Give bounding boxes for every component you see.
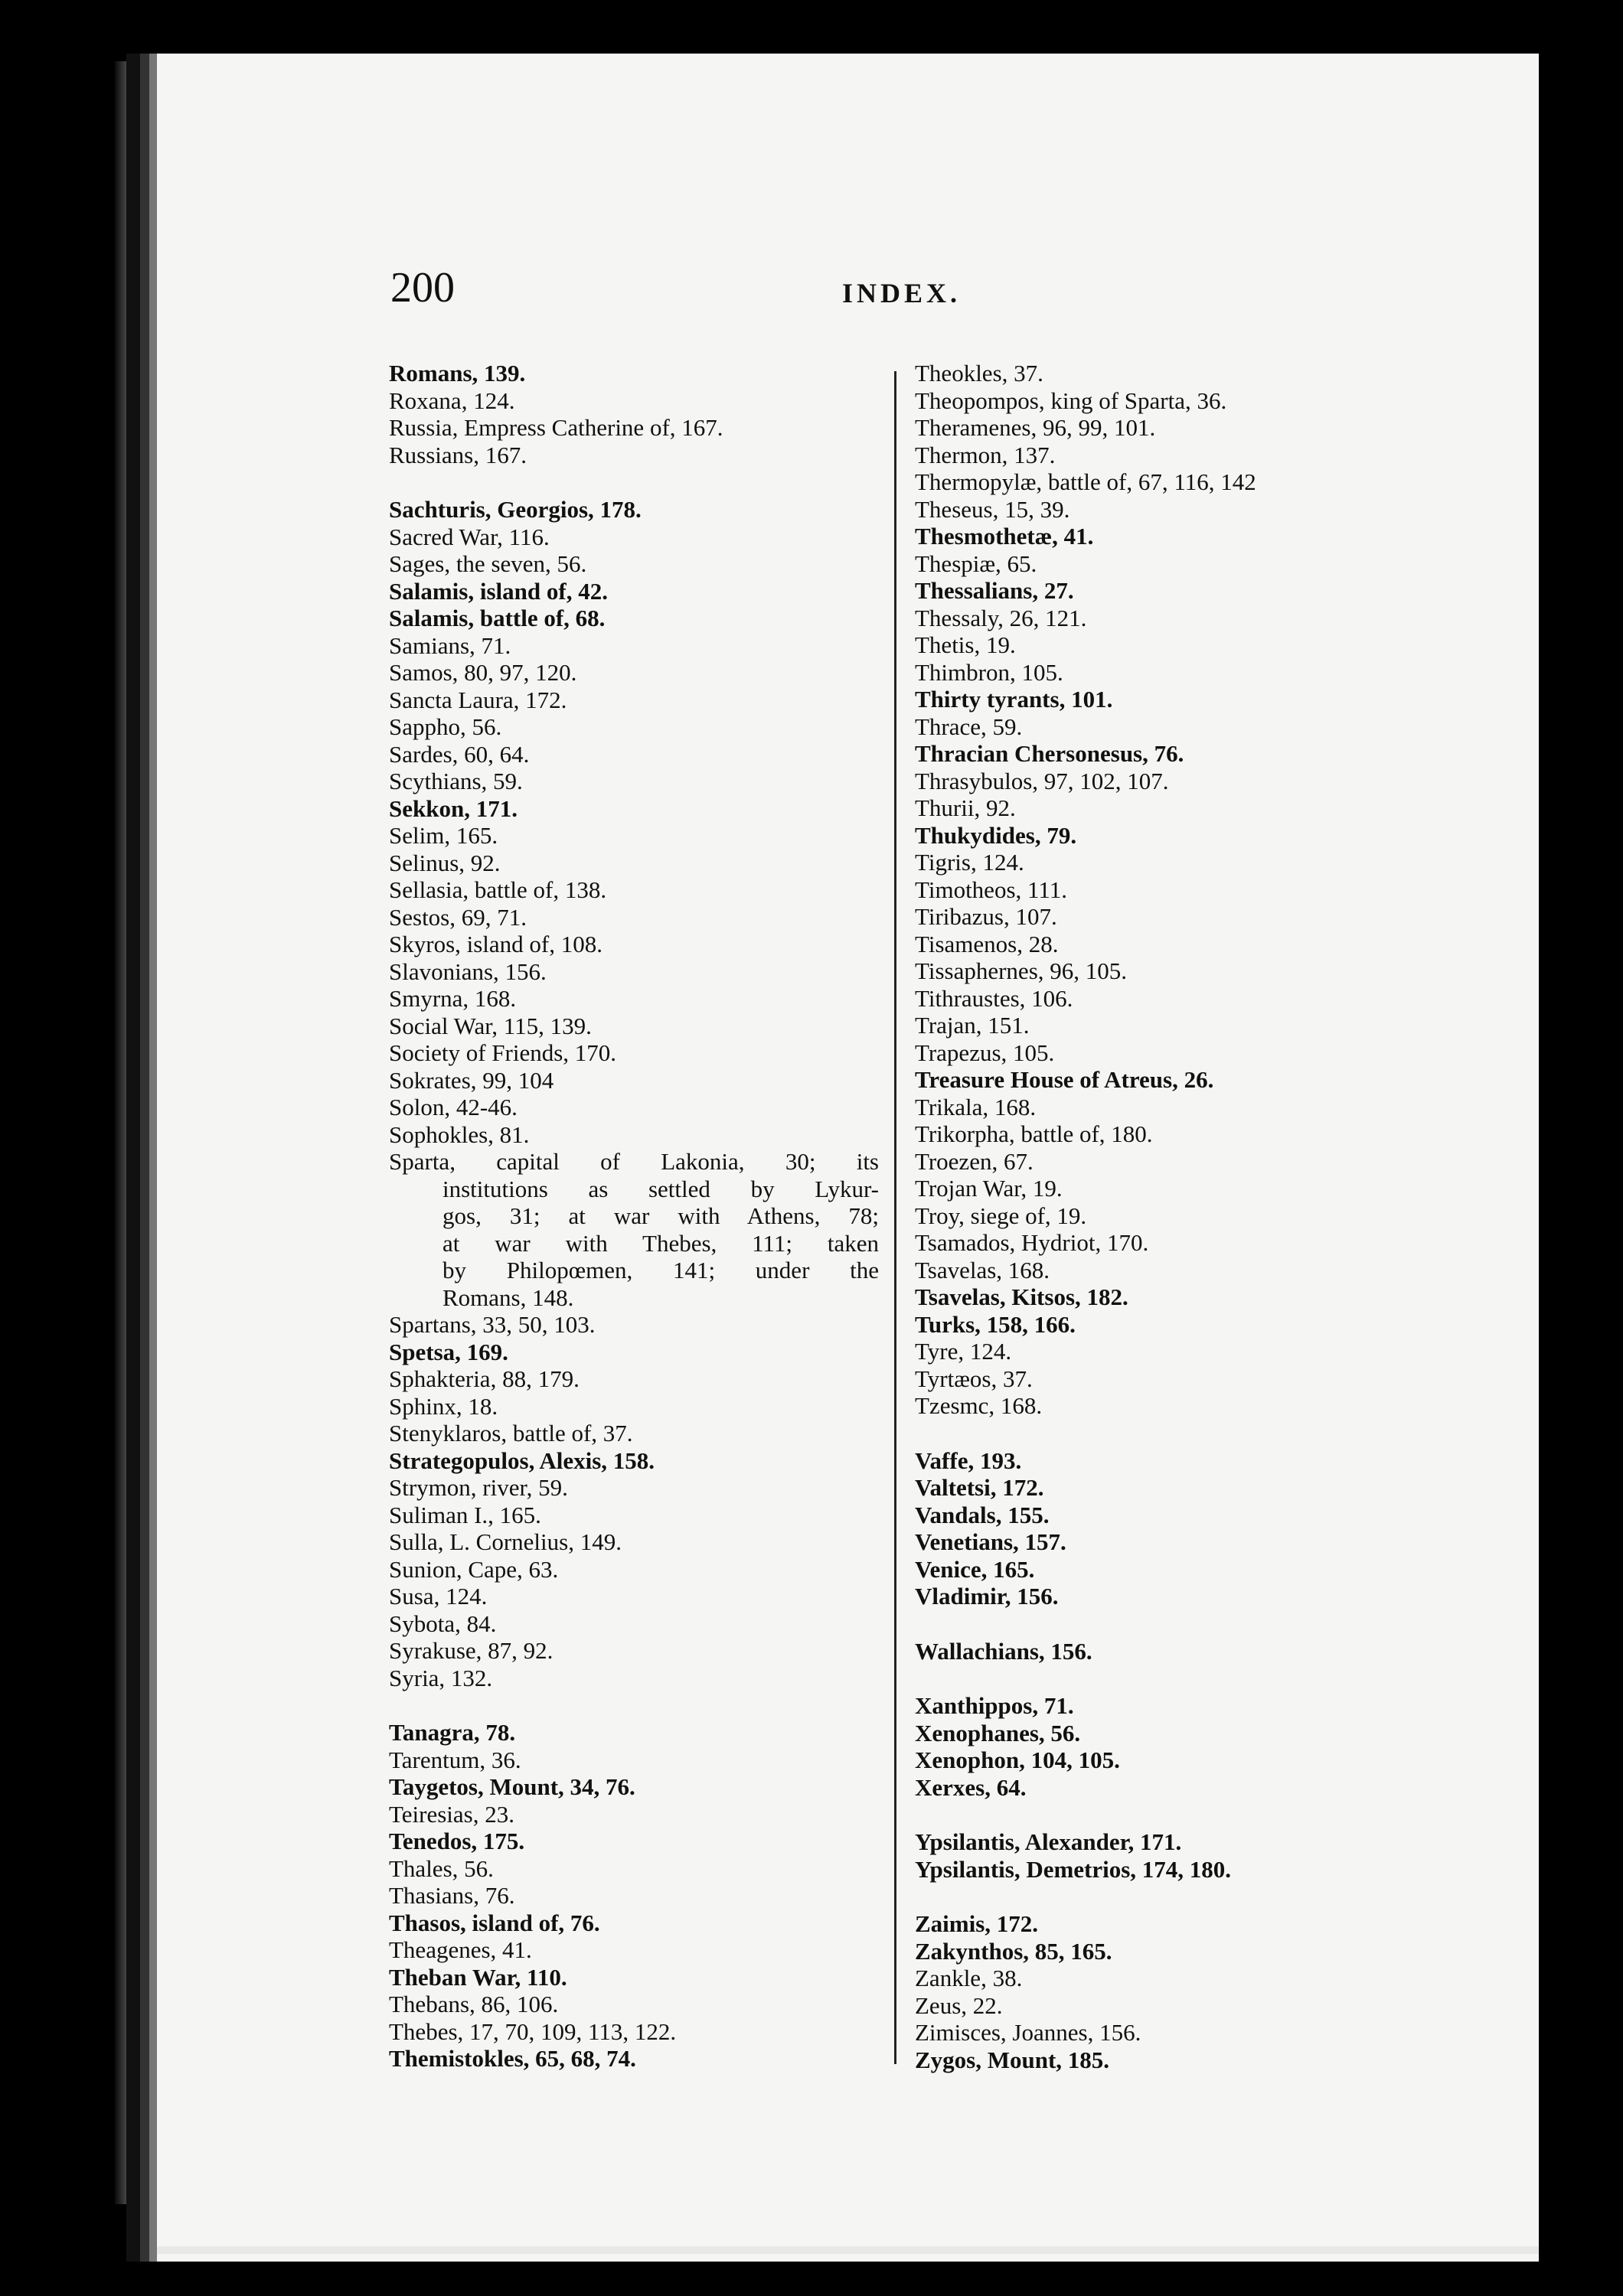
index-entry: Thirty tyrants, 101. bbox=[915, 686, 1113, 713]
index-entry: Zimisces, Joannes, 156. bbox=[915, 2019, 1141, 2046]
index-entry: Tyre, 124. bbox=[915, 1338, 1012, 1365]
index-entry: Zygos, Mount, 185. bbox=[915, 2046, 1110, 2073]
index-entry: Stenyklaros, battle of, 37. bbox=[389, 1420, 633, 1446]
index-entry: Strymon, river, 59. bbox=[389, 1474, 568, 1501]
index-entry: Theokles, 37. bbox=[915, 360, 1043, 386]
index-entry: Trojan War, 19. bbox=[915, 1175, 1063, 1202]
index-entry: Salamis, battle of, 68. bbox=[389, 605, 606, 631]
index-entry: Tenedos, 175. bbox=[389, 1828, 525, 1854]
index-entry-continuation: institutions as settled by Lykur- bbox=[442, 1175, 879, 1202]
index-entry: Thurii, 92. bbox=[915, 794, 1016, 821]
index-entry: Vandals, 155. bbox=[915, 1501, 1050, 1528]
index-entry: Thespiæ, 65. bbox=[915, 550, 1037, 577]
index-entry: Thermon, 137. bbox=[915, 441, 1056, 468]
index-entry: Taygetos, Mount, 34, 76. bbox=[389, 1773, 635, 1800]
index-entry: Timotheos, 111. bbox=[915, 876, 1067, 903]
index-entry: Thimbron, 105. bbox=[915, 658, 1063, 686]
index-entry: Thessalians, 27. bbox=[915, 577, 1074, 604]
index-entry: Sestos, 69, 71. bbox=[389, 903, 527, 931]
section-gap bbox=[915, 1665, 1390, 1692]
index-entry: Thrace, 59. bbox=[915, 713, 1023, 740]
index-entry: Xerxes, 64. bbox=[915, 1773, 1027, 1801]
index-entry: Tsavelas, 168. bbox=[915, 1256, 1050, 1283]
index-entry: Tigris, 124. bbox=[915, 849, 1024, 876]
index-entry: Sellasia, battle of, 138. bbox=[389, 876, 607, 903]
index-entry: Spetsa, 169. bbox=[389, 1338, 508, 1365]
index-entry: Sacred War, 116. bbox=[389, 523, 550, 550]
index-entry: Zankle, 38. bbox=[915, 1965, 1023, 1991]
index-entry: Tsavelas, Kitsos, 182. bbox=[915, 1283, 1128, 1310]
index-entry: Venetians, 157. bbox=[915, 1528, 1066, 1555]
index-entry: Trapezus, 105. bbox=[915, 1039, 1055, 1066]
index-entry: Strategopulos, Alexis, 158. bbox=[389, 1446, 655, 1474]
index-entry: Valtetsi, 172. bbox=[915, 1474, 1044, 1501]
index-entry: Tarentum, 36. bbox=[389, 1746, 521, 1773]
index-column-left bbox=[389, 360, 879, 2073]
index-entry: Syria, 132. bbox=[389, 1664, 493, 1691]
index-entry-continuation: Romans, 148. bbox=[442, 1283, 574, 1311]
index-entry: Theopompos, king of Sparta, 36. bbox=[915, 386, 1227, 414]
index-entry: Xenophanes, 56. bbox=[915, 1719, 1081, 1746]
index-entry: Thebans, 86, 106. bbox=[389, 1991, 559, 2017]
index-entry: Trikala, 168. bbox=[915, 1093, 1037, 1120]
index-entry: Thermopylæ, battle of, 67, 116, 142 bbox=[915, 468, 1256, 495]
index-entry: Zaimis, 172. bbox=[915, 1910, 1039, 1937]
index-entry: Troezen, 67. bbox=[915, 1147, 1034, 1175]
index-entry: Tithraustes, 106. bbox=[915, 984, 1073, 1012]
index-entry: Tisamenos, 28. bbox=[915, 930, 1059, 957]
index-entry: Troy, siege of, 19. bbox=[915, 1202, 1087, 1229]
index-entry: Treasure House of Atreus, 26. bbox=[915, 1066, 1214, 1093]
index-entry: Vaffe, 193. bbox=[915, 1446, 1022, 1474]
index-entry: Thasians, 76. bbox=[389, 1882, 515, 1909]
book-spine bbox=[115, 61, 145, 2204]
index-entry: Sybota, 84. bbox=[389, 1609, 497, 1637]
index-entry: Xenophon, 104, 105. bbox=[915, 1746, 1120, 1773]
index-entry: Russia, Empress Catherine of, 167. bbox=[389, 414, 723, 441]
index-entry: Wallachians, 156. bbox=[915, 1637, 1092, 1665]
index-entry: Sardes, 60, 64. bbox=[389, 740, 530, 768]
section-gap bbox=[915, 1801, 1390, 1828]
index-entry: Themistokles, 65, 68, 74. bbox=[389, 2045, 636, 2072]
index-entry: Thetis, 19. bbox=[915, 631, 1016, 658]
page-bottom-edge bbox=[157, 2246, 1539, 2254]
index-entry: Tzesmc, 168. bbox=[915, 1392, 1043, 1419]
index-entry: Sphakteria, 88, 179. bbox=[389, 1365, 580, 1392]
section-gap bbox=[915, 1420, 1390, 1447]
index-entry: Salamis, island of, 42. bbox=[389, 577, 608, 605]
index-entry: Ypsilantis, Alexander, 171. bbox=[915, 1828, 1182, 1855]
index-entry: Skyros, island of, 108. bbox=[389, 931, 603, 957]
index-entry: Thesmothetæ, 41. bbox=[915, 523, 1094, 550]
index-entry: Sappho, 56. bbox=[389, 713, 502, 740]
index-entry: Ypsilantis, Demetrios, 174, 180. bbox=[915, 1855, 1232, 1883]
index-entry: Tiribazus, 107. bbox=[915, 903, 1057, 930]
index-entry: Romans, 139. bbox=[389, 360, 526, 386]
index-entry: Tsamados, Hydriot, 170. bbox=[915, 1229, 1149, 1256]
index-entry: Russians, 167. bbox=[389, 441, 527, 468]
index-entry: Thessaly, 26, 121. bbox=[915, 604, 1087, 631]
index-entry: Sulla, L. Cornelius, 149. bbox=[389, 1528, 622, 1555]
index-entry: Suliman I., 165. bbox=[389, 1501, 541, 1528]
page-number: 200 bbox=[390, 264, 455, 311]
index-entry: Trajan, 151. bbox=[915, 1012, 1030, 1039]
index-entry: Tissaphernes, 96, 105. bbox=[915, 957, 1128, 984]
section-gap bbox=[389, 1691, 879, 1719]
index-entry: Sophokles, 81. bbox=[389, 1120, 530, 1148]
index-entry: Selim, 165. bbox=[389, 822, 498, 849]
index-entry: Smyrna, 168. bbox=[389, 985, 517, 1012]
index-entry: Thukydides, 79. bbox=[915, 821, 1077, 849]
index-entry: Theban War, 110. bbox=[389, 1963, 567, 1991]
index-entry: Thracian Chersonesus, 76. bbox=[915, 740, 1184, 767]
section-gap bbox=[389, 468, 879, 496]
index-entry-continuation: gos, 31; at war with Athens, 78; bbox=[442, 1202, 879, 1229]
index-entry: Sachturis, Georgios, 178. bbox=[389, 496, 642, 523]
index-entry: Selinus, 92. bbox=[389, 849, 501, 876]
index-entry: Syrakuse, 87, 92. bbox=[389, 1637, 554, 1664]
section-gap bbox=[915, 1883, 1390, 1910]
index-entry: Sparta, capital of Lakonia, 30; its bbox=[389, 1148, 879, 1175]
index-entry: Tanagra, 78. bbox=[389, 1719, 516, 1746]
index-entry: Society of Friends, 170. bbox=[389, 1039, 617, 1066]
index-entry: Slavonians, 156. bbox=[389, 957, 547, 985]
index-entry: Samians, 71. bbox=[389, 631, 511, 659]
index-entry: Thrasybulos, 97, 102, 107. bbox=[915, 767, 1169, 794]
index-entry: Sunion, Cape, 63. bbox=[389, 1555, 559, 1583]
column-divider bbox=[894, 371, 896, 2064]
index-entry: Venice, 165. bbox=[915, 1555, 1035, 1583]
index-entry: Theseus, 15, 39. bbox=[915, 495, 1070, 523]
index-entry: Susa, 124. bbox=[389, 1583, 488, 1609]
index-entry: Zeus, 22. bbox=[915, 1991, 1003, 2019]
index-entry: Sekkon, 171. bbox=[389, 794, 518, 822]
index-entry: Thales, 56. bbox=[389, 1854, 494, 1882]
index-entry-continuation: at war with Thebes, 111; taken bbox=[442, 1229, 879, 1257]
section-gap bbox=[915, 1610, 1390, 1638]
index-entry: Teiresias, 23. bbox=[389, 1800, 514, 1828]
index-entry: Thasos, island of, 76. bbox=[389, 1909, 600, 1936]
index-entry: Sages, the seven, 56. bbox=[389, 550, 587, 577]
index-entry: Vladimir, 156. bbox=[915, 1583, 1059, 1609]
index-entry: Solon, 42-46. bbox=[389, 1094, 518, 1120]
index-entry: Xanthippos, 71. bbox=[915, 1692, 1074, 1719]
index-entry: Thebes, 17, 70, 109, 113, 122. bbox=[389, 2017, 677, 2045]
index-entry: Theramenes, 96, 99, 101. bbox=[915, 414, 1156, 441]
index-entry: Social War, 115, 139. bbox=[389, 1012, 592, 1039]
index-entry: Sokrates, 99, 104 bbox=[389, 1066, 554, 1094]
index-entry: Trikorpha, battle of, 180. bbox=[915, 1120, 1153, 1147]
index-entry: Tyrtæos, 37. bbox=[915, 1365, 1033, 1392]
index-entry: Zakynthos, 85, 165. bbox=[915, 1937, 1112, 1965]
index-entry: Scythians, 59. bbox=[389, 768, 523, 794]
index-entry: Sancta Laura, 172. bbox=[389, 686, 567, 713]
index-entry: Roxana, 124. bbox=[389, 386, 515, 414]
index-column-right bbox=[915, 360, 1390, 2073]
index-entry: Samos, 80, 97, 120. bbox=[389, 659, 577, 686]
index-entry-continuation: by Philopœmen, 141; under the bbox=[442, 1257, 879, 1283]
running-head: INDEX. bbox=[842, 278, 962, 308]
index-entry: Spartans, 33, 50, 103. bbox=[389, 1311, 596, 1338]
index-entry: Theagenes, 41. bbox=[389, 1936, 532, 1963]
index-entry: Sphinx, 18. bbox=[389, 1392, 498, 1420]
index-entry: Turks, 158, 166. bbox=[915, 1310, 1076, 1338]
